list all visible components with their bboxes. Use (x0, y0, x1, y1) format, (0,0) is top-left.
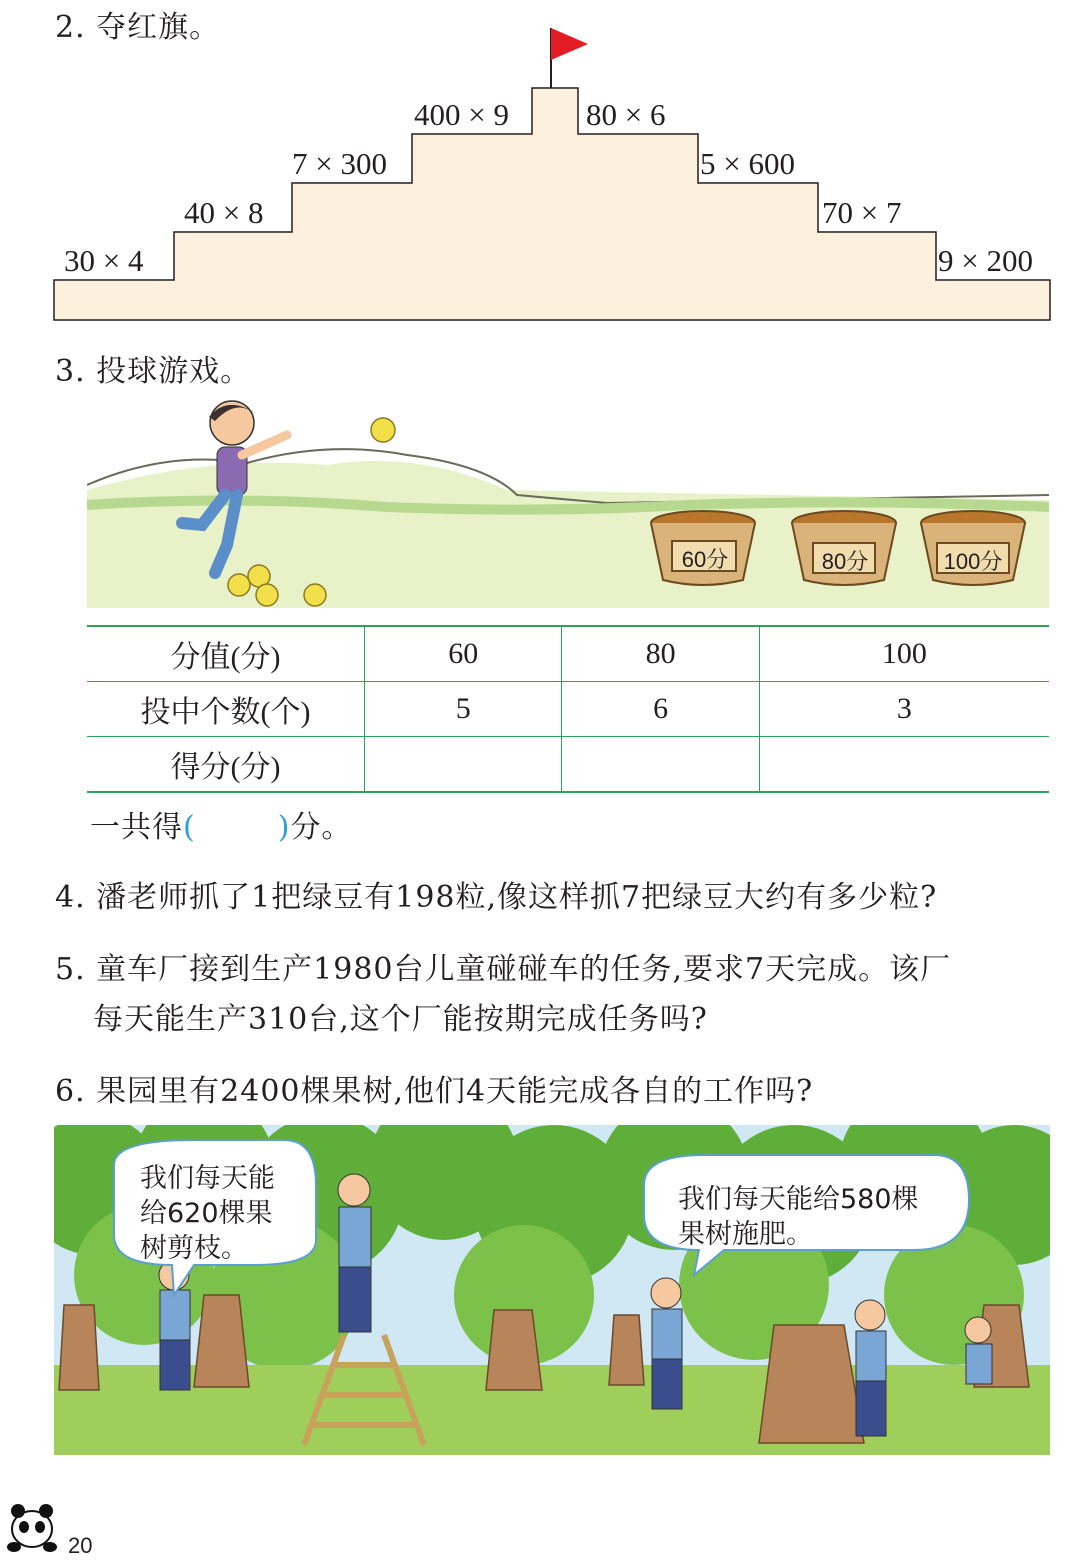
step-8-expression: 9 × 200 (938, 243, 1033, 278)
bubble-left-text: 我们每天能 给620棵果 树剪枝。 (140, 1163, 275, 1264)
step-1-expression: 30 × 4 (64, 243, 144, 278)
step-4-expression: 400 × 9 (414, 97, 509, 132)
ball-toss-illustration (87, 395, 1049, 610)
paren-open: ( (183, 810, 196, 845)
total-suffix: 分。 (290, 810, 353, 845)
total-score-line (90, 808, 352, 848)
row-label: 分值(分) (87, 626, 365, 682)
answer-cell[interactable] (759, 737, 1049, 793)
basket-60-label: 60分 (681, 547, 729, 572)
row-label: 投中个数(个) (87, 682, 365, 737)
q3-title: 3. 投球游戏。 (55, 354, 252, 389)
bubble-right-text: 我们每天能给580棵 果树施肥。 (678, 1184, 919, 1250)
step-7-expression: 70 × 7 (822, 195, 902, 230)
panda-icon (4, 1495, 62, 1555)
table-cell: 3 (759, 682, 1049, 737)
score-table (87, 625, 1049, 793)
table-cell: 80 (562, 626, 759, 682)
step-3-expression: 7 × 300 (292, 146, 387, 181)
flying-ball-icon (371, 418, 395, 442)
q6-text: 6. 果园里有2400棵果树,他们4天能完成各自的工作吗? (55, 1074, 814, 1109)
basket-80-label: 80分 (821, 549, 869, 574)
table-cell: 60 (365, 626, 562, 682)
q4-text: 4. 潘老师抓了1把绿豆有198粒,像这样抓7把绿豆大约有多少粒? (55, 880, 938, 915)
q5-line1: 5. 童车厂接到生产1980台儿童碰碰车的任务,要求7天完成。该厂 (55, 952, 952, 987)
row-label: 得分(分) (87, 737, 365, 793)
flag-staircase (0, 0, 1080, 330)
table-row (87, 682, 1049, 737)
page-number: 20 (68, 1533, 93, 1558)
step-6-expression: 5 × 600 (700, 146, 795, 181)
total-prefix: 一共得 (90, 810, 183, 845)
basket-100-label: 100分 (943, 549, 1003, 574)
table-cell: 6 (562, 682, 759, 737)
q5-line2: 每天能生产310台,这个厂能按期完成任务吗? (93, 1002, 708, 1037)
paren-close: ) (277, 810, 291, 845)
q2-title: 2. 夺红旗。 (55, 10, 221, 45)
answer-cell[interactable] (562, 737, 759, 793)
table-row (87, 737, 1049, 793)
answer-cell[interactable] (365, 737, 562, 793)
step-5-expression: 80 × 6 (586, 97, 666, 132)
table-cell: 5 (365, 682, 562, 737)
table-cell: 100 (759, 626, 1049, 682)
step-2-expression: 40 × 8 (184, 195, 264, 230)
red-flag-icon (551, 28, 588, 60)
table-row (87, 626, 1049, 682)
